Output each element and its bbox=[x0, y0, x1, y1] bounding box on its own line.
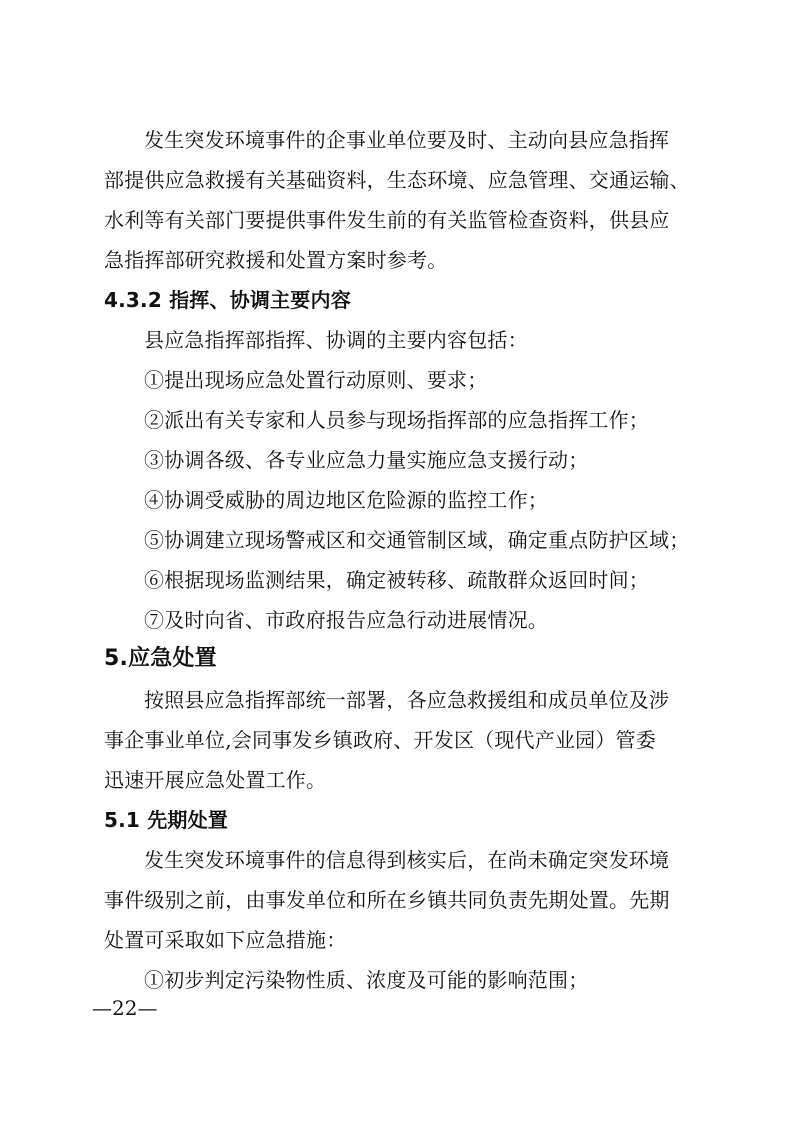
list-item: ⑤协调建立现场警戒区和交通管制区域，确定重点防护区域； bbox=[144, 528, 690, 552]
list-item: ④协调受威胁的周边地区危险源的监控工作； bbox=[144, 488, 548, 512]
paragraph-line: 迅速开展应急处置工作。 bbox=[104, 768, 327, 792]
page-number: —22— bbox=[92, 996, 158, 1020]
list-item: ①提出现场应急处置行动原则、要求； bbox=[144, 368, 488, 392]
section-heading: 4.3.2 指挥、协调主要内容 bbox=[104, 288, 351, 312]
list-item: ⑥根据现场监测结果，确定被转移、疏散群众返回时间； bbox=[144, 568, 649, 592]
paragraph-line: 按照县应急指挥部统一部署，各应急救援组和成员单位及涉 bbox=[144, 688, 670, 712]
section-heading: 5.1 先期处置 bbox=[104, 808, 228, 832]
list-item: ③协调各级、各专业应急力量实施应急支援行动； bbox=[144, 448, 589, 472]
paragraph-line: 处置可采取如下应急措施： bbox=[104, 928, 347, 952]
list-item: ⑦及时向省、市政府报告应急行动进展情况。 bbox=[144, 608, 548, 632]
paragraph-line: 发生突发环境事件的信息得到核实后，在尚未确定突发环境 bbox=[144, 848, 670, 872]
list-item: ①初步判定污染物性质、浓度及可能的影响范围； bbox=[144, 968, 589, 992]
paragraph-line: 县应急指挥部指挥、协调的主要内容包括： bbox=[144, 328, 528, 352]
paragraph-line: 事企事业单位,会同事发乡镇政府、开发区（现代产业园）管委 bbox=[104, 728, 656, 752]
paragraph-line: 发生突发环境事件的企事业单位要及时、主动向县应急指挥 bbox=[144, 128, 670, 152]
list-item: ②派出有关专家和人员参与现场指挥部的应急指挥工作； bbox=[144, 408, 649, 432]
section-heading: 5.应急处置 bbox=[104, 646, 217, 671]
paragraph-line: 急指挥部研究救援和处置方案时参考。 bbox=[104, 248, 448, 272]
paragraph-line: 部提供应急救援有关基础资料，生态环境、应急管理、交通运输、 bbox=[104, 168, 690, 192]
paragraph-line: 事件级别之前，由事发单位和所在乡镇共同负责先期处置。先期 bbox=[104, 888, 670, 912]
paragraph-line: 水利等有关部门要提供事件发生前的有关监管检查资料，供县应 bbox=[104, 208, 670, 232]
